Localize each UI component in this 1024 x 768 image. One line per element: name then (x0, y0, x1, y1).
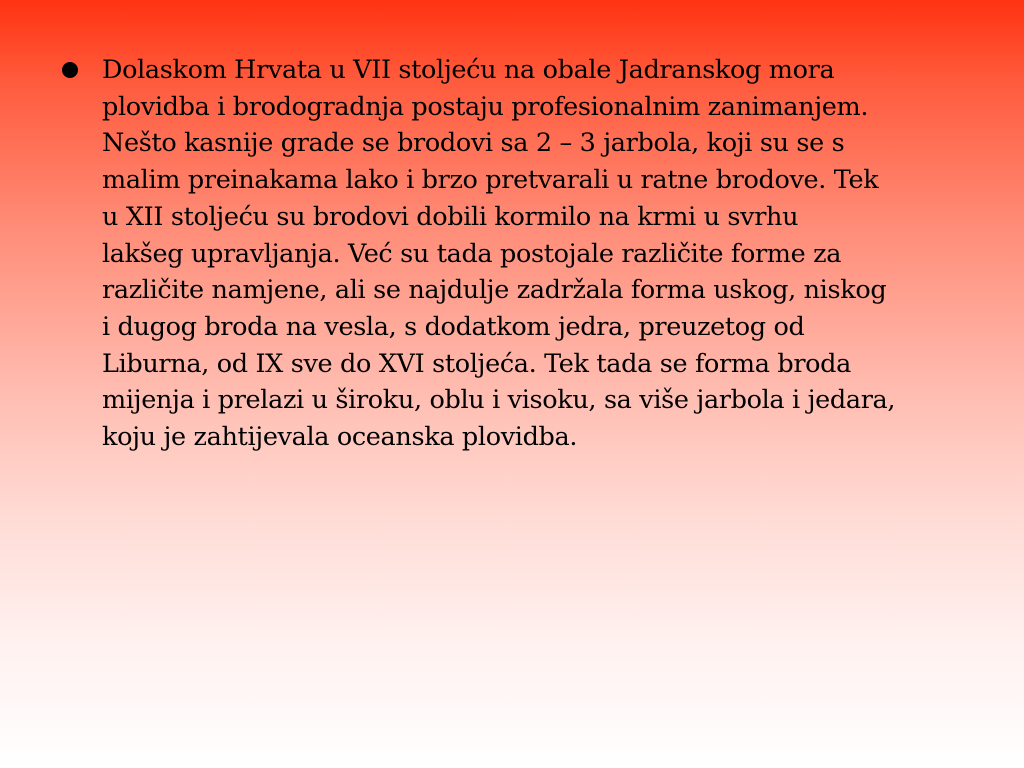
paragraph-line: plovidba i brodogradnja postaju profesionalnim zanimanjem. (102, 91, 869, 122)
paragraph-line: u XII stoljeću su brodovi dobili kormilo na krmi u svrhu (102, 201, 799, 232)
bullet-dot-icon (62, 62, 78, 78)
paragraph-line: Dolaskom Hrvata u VII stoljeću na obale Jadranskog mora (102, 55, 835, 85)
paragraph-line: i dugog broda na vesla, s dodatkom jedra, preuzetog od (102, 311, 805, 342)
paragraph-line: različite namjene, ali se najdulje zadržala forma uskog, niskog (102, 275, 887, 306)
paragraph-line: Nešto kasnije grade se brodovi sa 2 – 3 jarbola, koji su se s (102, 128, 845, 159)
bullet-list (60, 52, 965, 456)
paragraph-line: lakšeg upravljanja. Već su tada postojale različite forme za (102, 238, 842, 269)
bullet-paragraph (102, 52, 965, 456)
bullet-item (60, 52, 965, 456)
paragraph-line: mijenja i prelazi u široku, oblu i visoku, sa više jarbola i jedara, (102, 385, 896, 416)
paragraph-line: koju je zahtijevala oceanska plovidba. (102, 422, 578, 453)
paragraph-line: malim preinakama lako i brzo pretvarali u ratne brodove. Tek (102, 165, 879, 196)
paragraph-line: Liburna, od IX sve do XVI stoljeća. Tek tada se forma broda (102, 348, 851, 379)
